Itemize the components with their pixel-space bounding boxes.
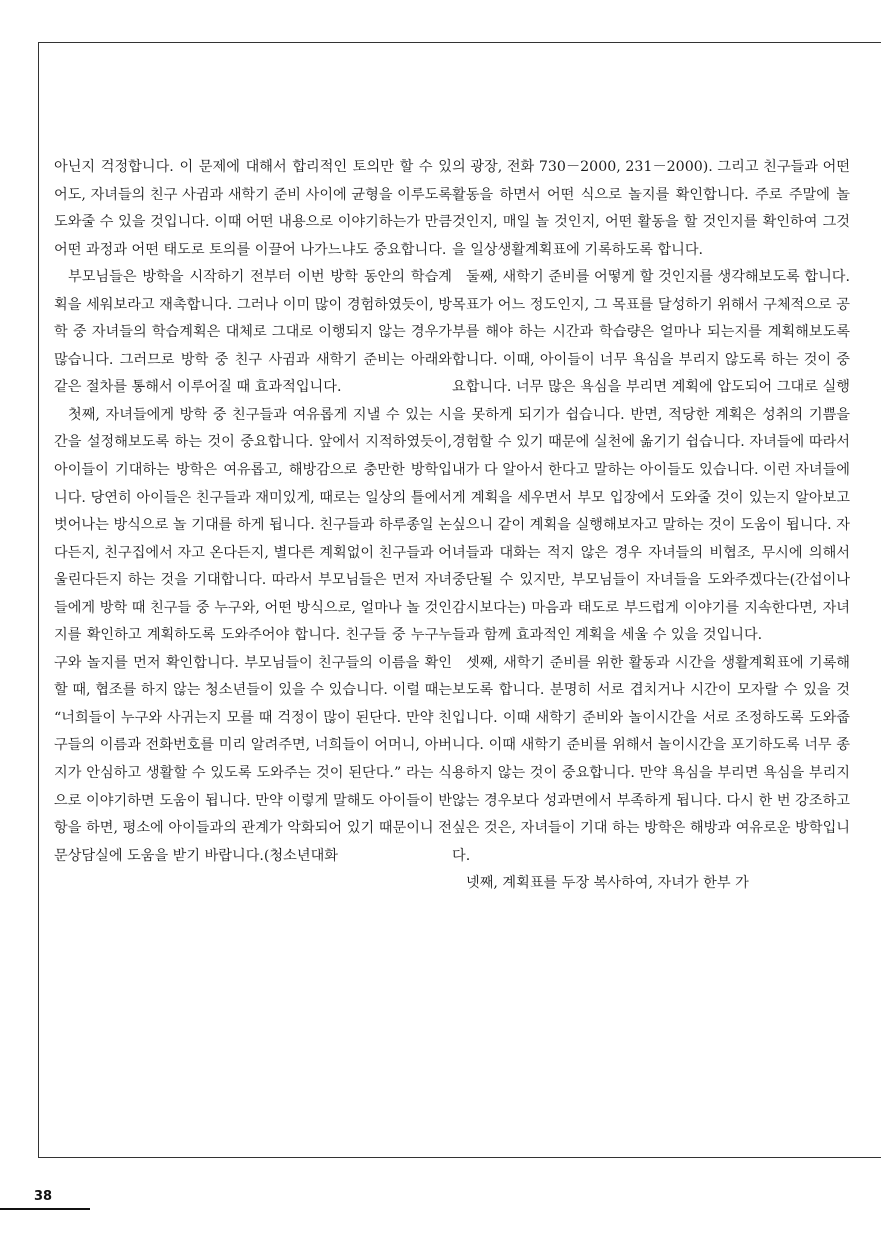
page-number-rule bbox=[0, 1208, 90, 1210]
right-column bbox=[452, 154, 850, 898]
paragraph: 의 광장, 전화 730－2000, 231－2000). 그리고 친구들과 어떤 활동을 하면서 어떤 식으로 놀지를 확인합니다. 주로 주말에 놀 것인지, 매일 놀 것인지, 어떤 활동을 할 것인지를 확인하여 그것을 일상생활계획표에 기록하도록 합니다. bbox=[452, 159, 850, 258]
left-column bbox=[54, 154, 452, 870]
paragraph: 넷째, 계획표를 두장 복사하여, 자녀가 한부 가 bbox=[466, 875, 749, 892]
paragraph: 첫째, 자녀들에게 방학 중 친구들과 여유롭게 지낼 수 있는 시간을 설정해보도록 하는 것이 중요합니다. 앞에서 지적하였듯이, 아이들이 기대하는 방학은 여유롭고, 해방감으로 충만한 방학입니다. 당연히 아이들은 친구들과 재미있게, 때로는 일상의 틀에서 벗어나는 방식으로 놀 기대를 하게 됩니다. 친구들과 하루종일 논다든지, 친구집에서 자고 온다든지, 별다른 계획없이 친구들과 어울린다든지 하는 것을 기대합니다. 따라서 부모님들은 먼저 자녀들에게 방학 때 친구들 중 누구와, 어떤 방식으로, 얼마나 놀 것인지를 확인하고 계획하도록 도와주어야 합니다. 친구들 중 누구누구와 놀지를 먼저 확인합니다. 부모님들이 친구들의 이름을 확인할 때, 협조를 하지 않는 청소년들이 있을 수 있습니다. 이럴 때는 “너희들이 누구와 사귀는지 모를 때 걱정이 많이 된단다. 만약 친구들의 이름과 전화번호를 미리 알려주면, 너희들이 어머니, 아버지가 안심하고 생활할 수 있도록 도와주는 것이 된단다.” 라는 식으로 이야기하면 도움이 됩니다. 만약 이렇게 말해도 아이들이 반항을 하면, 평소에 아이들과의 관계가 악화되어 있기 때문이니 전문상담실에 도움을 받기 바랍니다.(청소년대화 bbox=[54, 406, 452, 864]
page-number: 38 bbox=[34, 1189, 53, 1204]
paragraph: 둘째, 새학기 준비를 어떻게 할 것인지를 생각해보도록 합니다. 목표가 어느 정도인지, 그 목표를 달성하기 위해서 구체적으로 공부를 해야 하는 시간과 학습량은 얼마나 되는지를 계획해보도록 합니다. 이때, 아이들이 너무 욕심을 부리지 않도록 하는 것이 중요합니다. 너무 많은 욕심을 부리면 계획에 압도되어 그대로 실행을 못하게 되기가 쉽습니다. 반면, 적당한 계획은 성취의 기쁨을 경험할 수 있기 때문에 실천에 옮기기 쉽습니다. 자녀들에 따라서 내가 다 알아서 한다고 말하는 아이들도 있습니다. 이런 자녀들에게 계획을 세우면서 부모 입장에서 도와줄 것이 있는지 알아보고 싶으니 같이 계획을 실행해보자고 말하는 것이 도움이 됩니다. 자녀들과 대화는 적지 않은 경우 자녀들의 비협조, 무시에 의해서 중단될 수 있지만, 부모님들이 자녀들을 도와주겠다는(간섭이나 감시보다는) 마음과 태도로 부드럽게 이야기를 지속한다면, 자녀들과 함께 효과적인 계획을 세울 수 있을 것입니다. bbox=[452, 269, 850, 644]
paragraph: 부모님들은 방학을 시작하기 전부터 이번 방학 동안의 학습계획을 세워보라고 재촉합니다. 그러나 이미 많이 경험하였듯이, 방학 중 자녀들의 학습계획은 대체로 그대로 이행되지 않는 경우가 많습니다. 그러므로 방학 중 친구 사귐과 새학기 준비는 아래와 같은 절차를 통해서 이루어질 때 효과적입니다. bbox=[54, 269, 452, 396]
paragraph: 아닌지 걱정합니다. 이 문제에 대해서 합리적인 토의만 할 수 있어도, 자녀들의 친구 사귐과 새학기 준비 사이에 균형을 이루도록 도와줄 수 있을 것입니다. 이때 어떤 내용으로 이야기하는가 만큼 어떤 과정과 어떤 태도로 토의를 이끌어 나가느냐도 중요합니다. bbox=[54, 159, 452, 258]
paragraph: 셋째, 새학기 준비를 위한 활동과 시간을 생활계획표에 기록해 보도록 합니다. 분명히 서로 겹치거나 시간이 모자랄 수 있을 것입니다. 이때 새학기 준비와 놀이시간을 서로 조정하도록 도와줍니다. 이때 새학기 준비를 위해서 놀이시간을 포기하도록 너무 종용하지 않는 것이 중요합니다. 만약 욕심을 부리면 욕심을 부리지 않는 경우보다 성과면에서 부족하게 됩니다. 다시 한 번 강조하고 싶은 것은, 자녀들이 기대 하는 방학은 해방과 여유로운 방학입니다. bbox=[452, 654, 850, 864]
